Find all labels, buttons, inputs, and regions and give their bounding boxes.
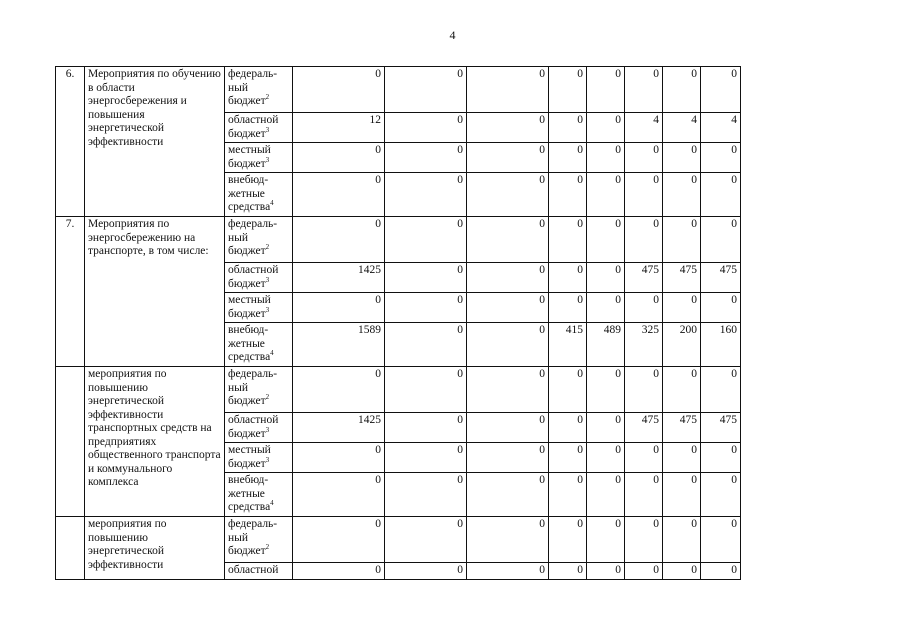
value-cell: 0 (549, 563, 587, 580)
value-cell: 0 (385, 413, 467, 443)
funding-table (55, 66, 741, 580)
value-cell: 0 (549, 473, 587, 517)
funding-source-label: местный бюджет (228, 294, 271, 320)
value-cell: 0 (385, 143, 467, 173)
funding-source (225, 217, 293, 263)
value-cell: 0 (587, 173, 625, 217)
value-cell: 0 (467, 217, 549, 263)
value-cell: 0 (293, 67, 385, 113)
value-cell: 0 (293, 563, 385, 580)
measure-name: Мероприятия по энергосбережению на транспорте, в том числе: (85, 217, 225, 367)
value-cell: 475 (663, 263, 701, 293)
funding-source-label: внебюд- жетные средства (228, 174, 271, 213)
value-cell: 475 (701, 263, 741, 293)
value-cell: 200 (663, 323, 701, 367)
value-cell: 0 (625, 217, 663, 263)
value-cell: 0 (549, 413, 587, 443)
value-cell: 0 (385, 563, 467, 580)
value-cell: 489 (587, 323, 625, 367)
value-cell: 0 (549, 67, 587, 113)
value-cell: 0 (625, 173, 663, 217)
value-cell: 0 (701, 367, 741, 413)
value-cell: 12 (293, 113, 385, 143)
footnote-mark: 2 (265, 243, 270, 252)
funding-source-label: областной (228, 564, 279, 576)
value-cell: 0 (549, 367, 587, 413)
value-cell: 0 (701, 293, 741, 323)
value-cell: 0 (385, 473, 467, 517)
value-cell: 0 (467, 517, 549, 563)
footnote-mark: 3 (265, 125, 270, 134)
value-cell: 0 (663, 293, 701, 323)
funding-source (225, 293, 293, 323)
row-index (56, 517, 85, 580)
value-cell: 0 (701, 563, 741, 580)
value-cell: 0 (663, 217, 701, 263)
value-cell: 0 (625, 67, 663, 113)
funding-source (225, 113, 293, 143)
value-cell: 0 (385, 443, 467, 473)
value-cell: 4 (625, 113, 663, 143)
measure-name: мероприятия по повышению энергетической эффективности транспортных средств на предприятиях общественного транспорта и коммунального комплекса (85, 367, 225, 517)
footnote-mark: 4 (270, 499, 274, 508)
value-cell: 0 (293, 293, 385, 323)
value-cell: 0 (587, 443, 625, 473)
value-cell: 0 (587, 293, 625, 323)
value-cell: 0 (625, 293, 663, 323)
value-cell: 0 (701, 67, 741, 113)
value-cell: 0 (467, 143, 549, 173)
value-cell: 475 (663, 413, 701, 443)
value-cell: 0 (549, 443, 587, 473)
funding-source (225, 67, 293, 113)
footnote-mark: 2 (265, 393, 270, 402)
value-cell: 0 (663, 473, 701, 517)
value-cell: 0 (587, 263, 625, 293)
value-cell: 0 (549, 143, 587, 173)
value-cell: 0 (549, 173, 587, 217)
value-cell: 0 (467, 563, 549, 580)
funding-source-label: областной бюджет (228, 114, 279, 140)
table-row (56, 517, 741, 563)
value-cell: 0 (293, 443, 385, 473)
footnote-mark: 2 (265, 543, 270, 552)
value-cell: 0 (467, 443, 549, 473)
value-cell: 0 (701, 217, 741, 263)
funding-source (225, 517, 293, 563)
value-cell: 1425 (293, 263, 385, 293)
value-cell: 0 (293, 217, 385, 263)
value-cell: 0 (701, 443, 741, 473)
value-cell: 4 (701, 113, 741, 143)
value-cell: 0 (385, 263, 467, 293)
table-row (56, 67, 741, 113)
table-row (56, 367, 741, 413)
value-cell: 0 (385, 173, 467, 217)
footnote-mark: 4 (270, 199, 274, 208)
table-body (56, 67, 741, 580)
value-cell: 0 (587, 217, 625, 263)
funding-source (225, 413, 293, 443)
value-cell: 0 (625, 143, 663, 173)
value-cell: 0 (467, 473, 549, 517)
funding-source-label: федераль- ный бюджет (228, 218, 278, 257)
value-cell: 0 (701, 143, 741, 173)
value-cell: 0 (549, 263, 587, 293)
value-cell: 0 (701, 473, 741, 517)
funding-source (225, 263, 293, 293)
funding-source-label: местный бюджет (228, 444, 271, 470)
value-cell: 0 (385, 293, 467, 323)
funding-source (225, 473, 293, 517)
value-cell: 4 (663, 113, 701, 143)
value-cell: 0 (587, 517, 625, 563)
value-cell: 160 (701, 323, 741, 367)
value-cell: 0 (701, 517, 741, 563)
value-cell: 0 (549, 217, 587, 263)
funding-source-label: областной бюджет (228, 264, 279, 290)
value-cell: 0 (587, 473, 625, 517)
table-row (56, 217, 741, 263)
funding-source-label: федераль- ный бюджет (228, 518, 278, 557)
funding-source (225, 143, 293, 173)
value-cell: 0 (293, 173, 385, 217)
funding-source-label: местный бюджет (228, 144, 271, 170)
measure-name: Мероприятия по обучению в области энергосбережения и повышения энергетической эффективности (85, 67, 225, 217)
value-cell: 0 (625, 443, 663, 473)
value-cell: 0 (293, 143, 385, 173)
footnote-mark: 4 (270, 349, 274, 358)
value-cell: 0 (467, 367, 549, 413)
value-cell: 0 (663, 563, 701, 580)
value-cell: 0 (385, 67, 467, 113)
value-cell: 0 (549, 113, 587, 143)
value-cell: 0 (549, 517, 587, 563)
value-cell: 0 (663, 443, 701, 473)
funding-source (225, 563, 293, 580)
funding-source (225, 443, 293, 473)
value-cell: 0 (663, 367, 701, 413)
footnote-mark: 3 (265, 305, 270, 314)
footnote-mark: 3 (265, 155, 270, 164)
value-cell: 0 (625, 367, 663, 413)
value-cell: 0 (587, 413, 625, 443)
funding-source (225, 323, 293, 367)
funding-source (225, 367, 293, 413)
value-cell: 0 (625, 473, 663, 517)
value-cell: 0 (587, 113, 625, 143)
row-index (56, 367, 85, 517)
value-cell: 0 (587, 563, 625, 580)
value-cell: 0 (467, 113, 549, 143)
value-cell: 475 (625, 413, 663, 443)
row-index: 6. (56, 67, 85, 217)
funding-source (225, 173, 293, 217)
value-cell: 1589 (293, 323, 385, 367)
funding-source-label: федераль- ный бюджет (228, 368, 278, 407)
funding-source-label: внебюд- жетные средства (228, 474, 271, 513)
value-cell: 0 (625, 517, 663, 563)
value-cell: 0 (467, 323, 549, 367)
value-cell: 415 (549, 323, 587, 367)
page-number: 4 (449, 28, 456, 42)
value-cell: 0 (663, 67, 701, 113)
value-cell: 0 (467, 67, 549, 113)
value-cell: 0 (385, 323, 467, 367)
value-cell: 0 (467, 173, 549, 217)
funding-source-label: внебюд- жетные средства (228, 324, 271, 363)
row-index: 7. (56, 217, 85, 367)
value-cell: 0 (701, 173, 741, 217)
footnote-mark: 3 (265, 455, 270, 464)
value-cell: 0 (467, 263, 549, 293)
value-cell: 325 (625, 323, 663, 367)
value-cell: 475 (701, 413, 741, 443)
value-cell: 0 (293, 517, 385, 563)
value-cell: 0 (385, 367, 467, 413)
value-cell: 0 (587, 367, 625, 413)
value-cell: 1425 (293, 413, 385, 443)
measure-name: мероприятия по повышению энергетической эффективности (85, 517, 225, 580)
value-cell: 0 (663, 517, 701, 563)
value-cell: 0 (467, 413, 549, 443)
value-cell: 475 (625, 263, 663, 293)
value-cell: 0 (293, 473, 385, 517)
value-cell: 0 (467, 293, 549, 323)
value-cell: 0 (663, 143, 701, 173)
value-cell: 0 (385, 113, 467, 143)
funding-source-label: областной бюджет (228, 414, 279, 440)
value-cell: 0 (293, 367, 385, 413)
value-cell: 0 (385, 517, 467, 563)
value-cell: 0 (625, 563, 663, 580)
footnote-mark: 3 (265, 425, 270, 434)
footnote-mark: 3 (265, 275, 270, 284)
value-cell: 0 (587, 143, 625, 173)
funding-source-label: федераль- ный бюджет (228, 68, 278, 107)
value-cell: 0 (663, 173, 701, 217)
footnote-mark: 2 (265, 93, 270, 102)
value-cell: 0 (549, 293, 587, 323)
value-cell: 0 (385, 217, 467, 263)
value-cell: 0 (587, 67, 625, 113)
